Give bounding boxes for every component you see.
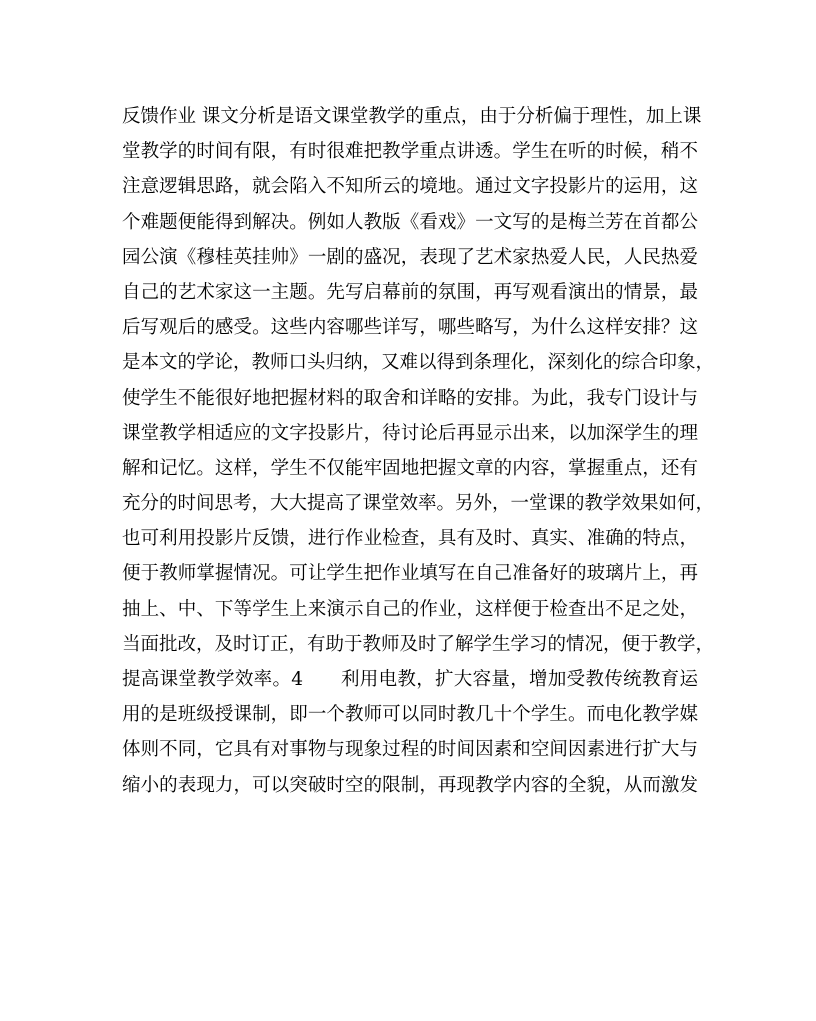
text-line: 解和记忆。这样，学生不仅能牢固地把握文章的内容，掌握重点，还有 bbox=[122, 457, 698, 479]
text-line: 用的是班级授课制，即一个教师可以同时教几十个学生。而电化教学媒 bbox=[122, 704, 698, 726]
text-line: 体则不同，它具有对事物与现象过程的时间因素和空间因素进行扩大与 bbox=[122, 739, 698, 761]
text-line: 缩小的表现力，可以突破时空的限制，再现教学内容的全貌，从而激发 bbox=[122, 774, 698, 796]
text-line: 堂教学的时间有限，有时很难把教学重点讲透。学生在听的时候，稍不 bbox=[122, 141, 698, 163]
text-line: 提高课堂教学效率。4 利用电教，扩大容量，增加受教传统教育运 bbox=[122, 669, 698, 690]
text-line: 也可利用投影片反馈，进行作业检查，具有及时、真实、准确的特点， bbox=[122, 528, 698, 550]
text-line: 抽上、中、下等学生上来演示自己的作业，这样便于检查出不足之处， bbox=[122, 598, 698, 620]
text-line: 园公演《穆桂英挂帅》一剧的盛况，表现了艺术家热爱人民，人民热爱 bbox=[122, 246, 698, 268]
text-line: 便于教师掌握情况。可让学生把作业填写在自己准备好的玻璃片上，再 bbox=[122, 563, 698, 585]
text-line: 个难题便能得到解决。例如人教版《看戏》一文写的是梅兰芳在首都公 bbox=[122, 211, 698, 233]
text-line: 反馈作业 课文分析是语文课堂教学的重点，由于分析偏于理性，加上课 bbox=[122, 106, 702, 127]
text-line: 使学生不能很好地把握材料的取舍和详略的安排。为此，我专门设计与 bbox=[122, 387, 698, 409]
text-line: 充分的时间思考，大大提高了课堂效率。另外，一堂课的教学效果如何， bbox=[122, 493, 715, 515]
text-line: 注意逻辑思路，就会陷入不知所云的境地。通过文字投影片的运用，这 bbox=[122, 176, 698, 198]
text-line: 后写观后的感受。这些内容哪些详写，哪些略写，为什么这样安排？这 bbox=[122, 317, 698, 339]
text-line: 是本文的学论，教师口头归纳，又难以得到条理化，深刻化的综合印象， bbox=[122, 352, 715, 374]
body-paragraph bbox=[122, 88, 715, 796]
text-line: 当面批改，及时订正，有助于教师及时了解学生学习的情况，便于教学， bbox=[122, 633, 715, 655]
text-line: 自己的艺术家这一主题。先写启幕前的氛围，再写观看演出的情景，最 bbox=[122, 281, 698, 303]
text-line: 课堂教学相适应的文字投影片，待讨论后再显示出来，以加深学生的理 bbox=[122, 422, 698, 444]
